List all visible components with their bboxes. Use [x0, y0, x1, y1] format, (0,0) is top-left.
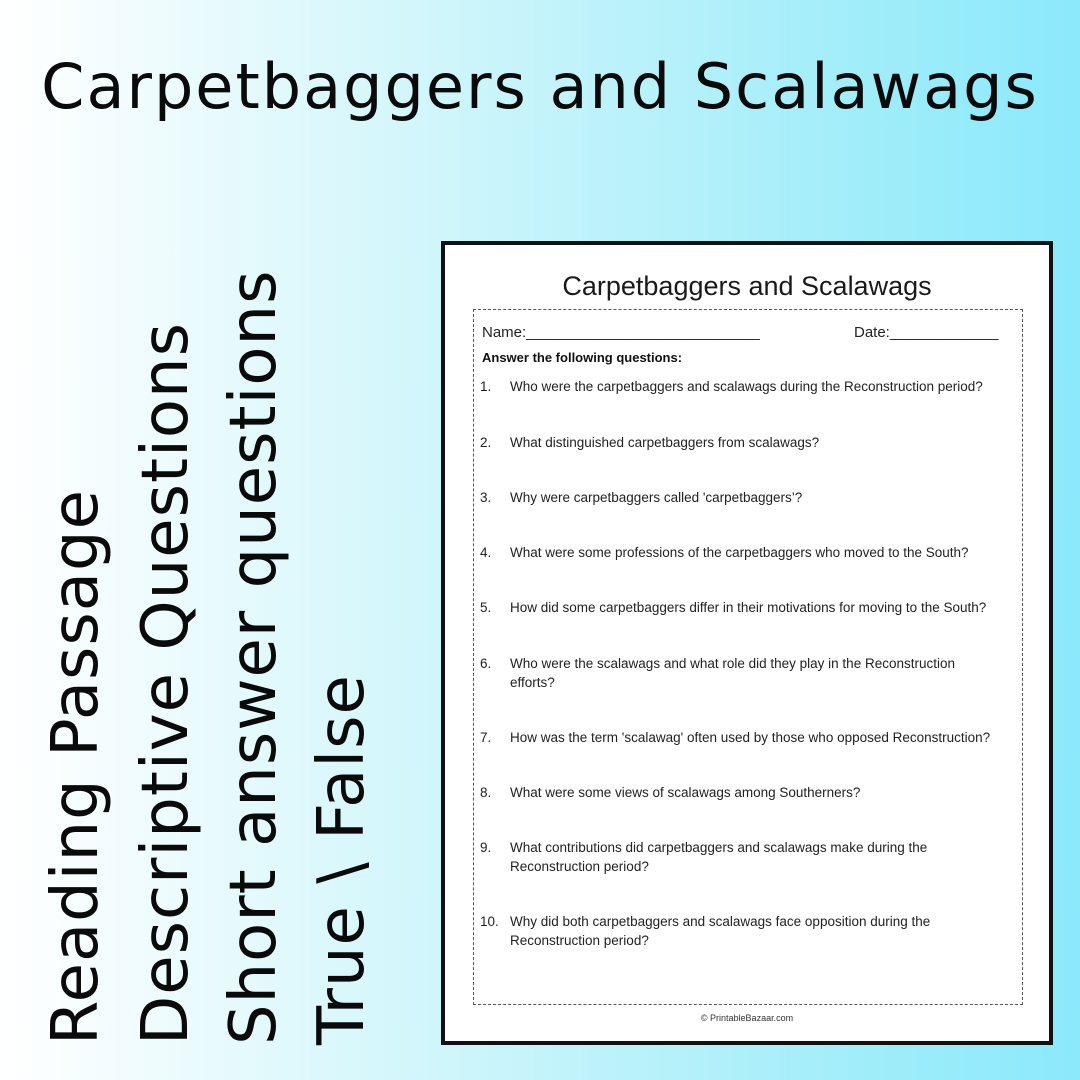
question-item [480, 728, 1020, 747]
question-item [480, 433, 1020, 452]
question-item [480, 598, 1020, 617]
question-number: 8. [480, 785, 492, 800]
question-item [480, 912, 970, 950]
question-number: 9. [480, 840, 492, 855]
question-item [480, 377, 1020, 396]
question-text: What were some professions of the carpetbaggers who moved to the South? [510, 545, 969, 560]
question-text: Why did both carpetbaggers and scalawags face opposition during the Reconstruction period? [510, 914, 931, 948]
question-number: 2. [480, 435, 492, 450]
worksheet-title: Carpetbaggers and Scalawags [562, 271, 932, 301]
question-number: 3. [480, 490, 492, 505]
worksheet-preview [441, 241, 1053, 1045]
question-number: 5. [480, 600, 492, 615]
question-text: What were some views of scalawags among Southerners? [510, 785, 861, 800]
question-item [480, 654, 980, 692]
copyright: © PrintableBazaar.com [700, 1013, 794, 1023]
question-item [480, 543, 1020, 562]
worksheet-question-box [473, 309, 1023, 1005]
question-number: 4. [480, 545, 492, 560]
question-text: Who were the scalawags and what role did they play in the Reconstruction efforts? [510, 656, 955, 690]
side-label-reading-passage: Reading Passage [39, 489, 113, 1045]
question-text: What distinguished carpetbaggers from scalawags? [510, 435, 820, 450]
question-item [480, 783, 1020, 802]
side-label-descriptive-questions: Descriptive Questions [129, 322, 203, 1045]
question-item [480, 838, 970, 876]
question-item [480, 488, 1020, 507]
side-labels [0, 0, 420, 1080]
name-field: Name:____________________________ [482, 324, 760, 341]
question-text: What contributions did carpetbaggers and scalawags make during the Reconstruction period? [510, 840, 928, 874]
question-text: Why were carpetbaggers called 'carpetbaggers’? [510, 490, 803, 505]
date-field: Date:_____________ [854, 324, 999, 341]
side-label-short-answer: Short answer questions [217, 269, 291, 1045]
question-text: How was the term 'scalawag' often used by those who opposed Reconstruction? [510, 730, 991, 745]
instructions: Answer the following questions: [482, 350, 683, 365]
side-label-true-false: True \ False [305, 674, 379, 1045]
question-number: 1. [480, 379, 492, 394]
question-number: 10. [480, 914, 499, 929]
question-text: Who were the carpetbaggers and scalawags during the Reconstruction period? [510, 379, 983, 394]
question-text: How did some carpetbaggers differ in their motivations for moving to the South? [510, 600, 987, 615]
question-number: 7. [480, 730, 492, 745]
page-title: Carpetbaggers and Scalawags [41, 50, 1039, 123]
question-number: 6. [480, 656, 492, 671]
